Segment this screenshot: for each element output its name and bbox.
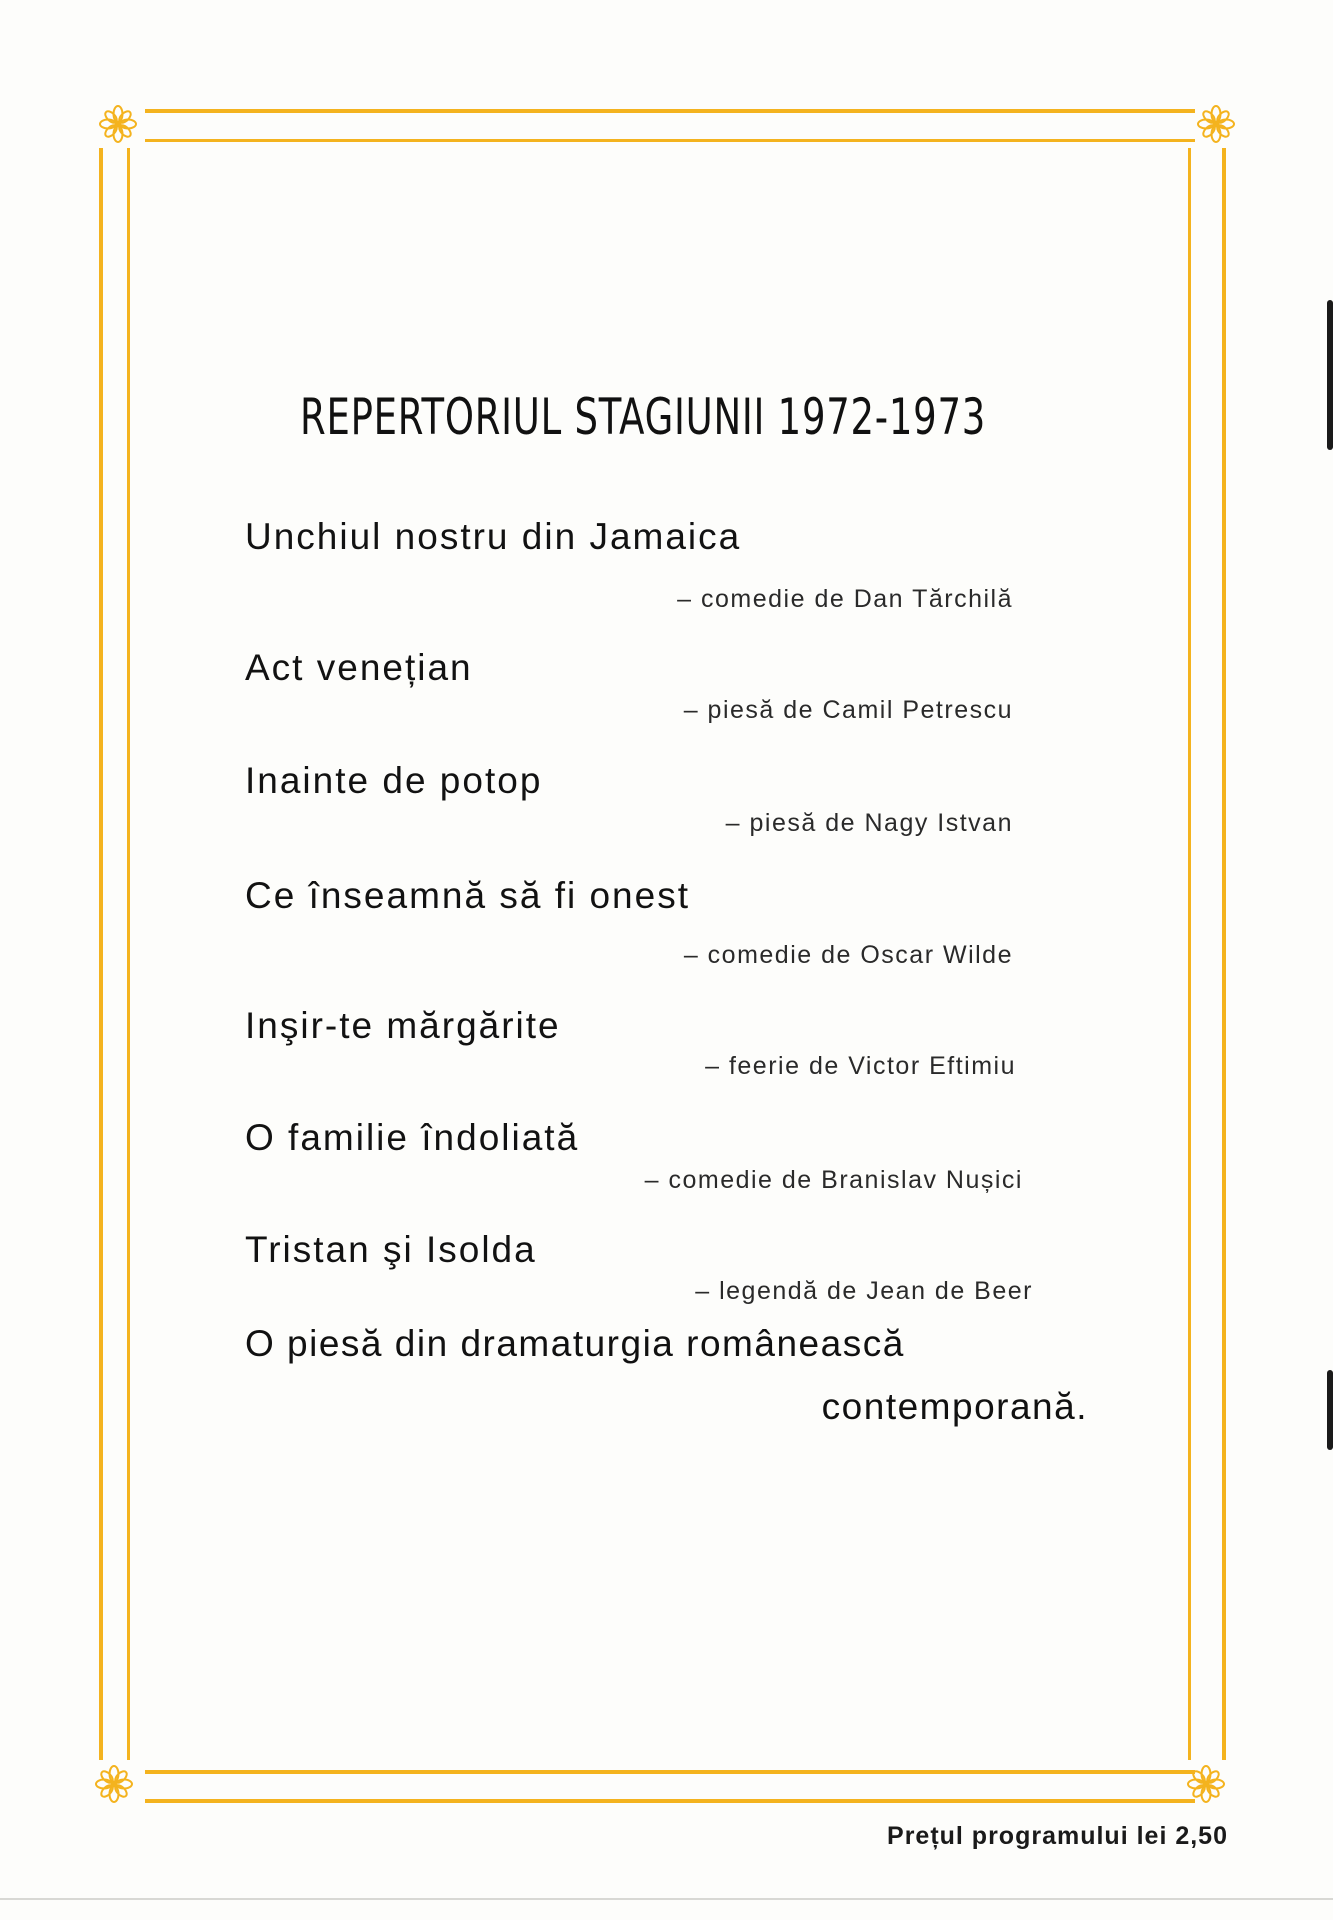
play-author: – comedie de Branislav Nușici: [644, 1166, 1023, 1194]
play-title: Inainte de potop: [245, 760, 543, 801]
frame-top-inner: [145, 139, 1195, 142]
scan-edge-shadow: [1327, 300, 1333, 450]
scan-edge-shadow: [1327, 1370, 1333, 1450]
play-author: – feerie de Victor Eftimiu: [705, 1052, 1016, 1080]
frame-right-outer: [1222, 148, 1226, 1760]
play-title: Act venețian: [245, 647, 473, 688]
frame-bottom-outer: [145, 1799, 1195, 1803]
play-title: Unchiul nostru din Jamaica: [245, 516, 742, 557]
program-price: Prețul programului lei 2,50: [887, 1822, 1228, 1850]
play-author: – legendă de Jean de Beer: [695, 1277, 1033, 1305]
frame-right-inner: [1188, 148, 1191, 1760]
frame-bottom-inner: [145, 1770, 1195, 1774]
closing-line: O piesă din dramaturgia românească: [245, 1323, 905, 1364]
play-author: – piesă de Camil Petrescu: [683, 696, 1013, 724]
page-bottom-edge: [0, 1898, 1333, 1900]
closing-line: contemporană.: [821, 1386, 1088, 1427]
play-title: Inşir-te mărgărite: [245, 1005, 561, 1046]
frame-left-inner: [127, 148, 130, 1760]
play-title: Tristan şi Isolda: [245, 1229, 537, 1270]
page-title: REPERTORIUL STAGIUNII 1972-1973: [300, 388, 987, 446]
play-author: – comedie de Oscar Wilde: [683, 941, 1013, 969]
frame-top-outer: [145, 109, 1195, 113]
flower-ornament-icon: [98, 104, 138, 144]
play-author: – piesă de Nagy Istvan: [725, 809, 1013, 837]
play-title: Ce înseamnă să fi onest: [245, 875, 690, 916]
flower-ornament-icon: [94, 1764, 134, 1804]
play-title: O familie îndoliată: [245, 1117, 580, 1158]
frame-left-outer: [99, 148, 103, 1760]
play-author: – comedie de Dan Tărchilă: [677, 585, 1013, 613]
flower-ornament-icon: [1196, 104, 1236, 144]
flower-ornament-icon: [1186, 1764, 1226, 1804]
